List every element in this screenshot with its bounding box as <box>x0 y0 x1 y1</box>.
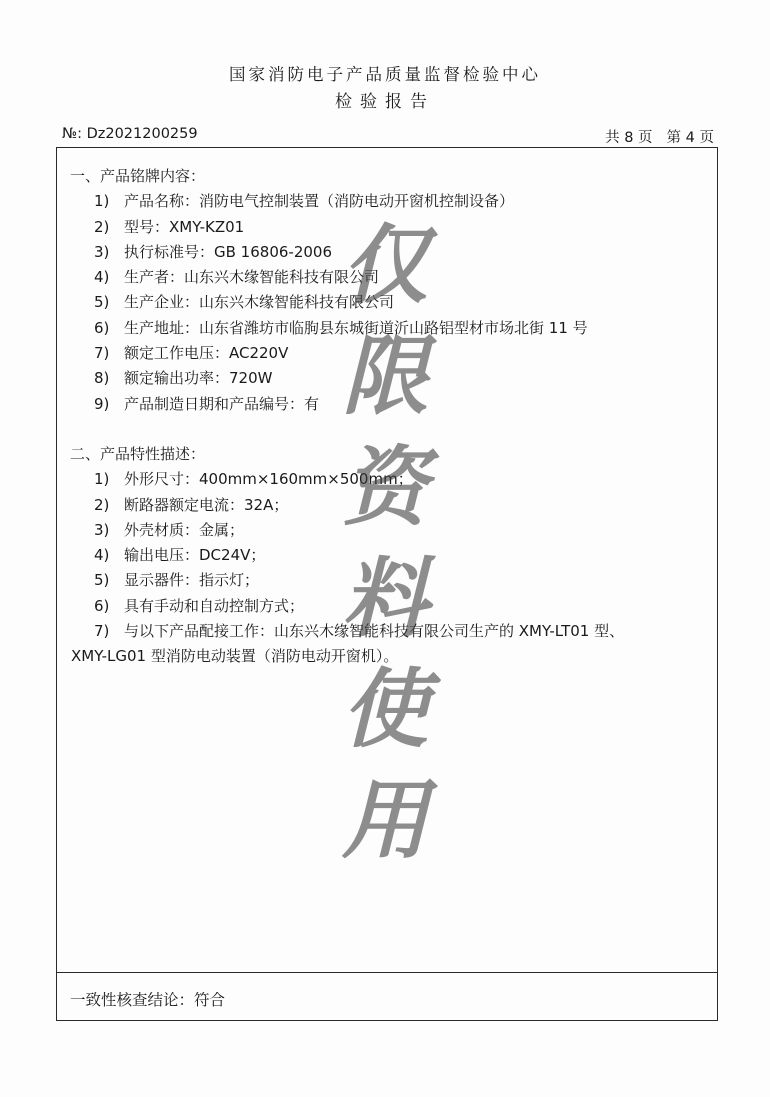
characteristic-item <box>70 467 710 492</box>
item-text: 断路器额定电流：32A； <box>124 495 289 514</box>
item-number: 1) <box>94 192 110 211</box>
item-text: 额定工作电压：AC220V <box>124 344 289 363</box>
nameplate-item <box>70 265 710 290</box>
characteristic-item <box>70 619 710 670</box>
item-number: 3) <box>94 520 110 539</box>
item-text: 执行标准号：GB 16806-2006 <box>124 242 332 261</box>
nameplate-item <box>70 215 710 240</box>
total-pages: 共 8 页 <box>605 130 653 146</box>
watermark-char: 资 <box>342 437 428 538</box>
current-page: 第 4 页 <box>666 130 714 146</box>
nameplate-item <box>70 240 710 265</box>
nameplate-item <box>70 290 710 315</box>
characteristic-item <box>70 493 710 518</box>
item-text: 生产地址：山东省潍坊市临朐县东城街道沂山路铝型材市场北街 11 号 <box>124 318 588 337</box>
document-title: 检验报告 <box>335 92 435 112</box>
characteristic-item <box>70 568 710 593</box>
item-number: 3) <box>94 242 110 261</box>
item-number: 2) <box>94 217 110 236</box>
item-text: 额定输出功率：720W <box>124 369 273 388</box>
item-text: 具有手动和自动控制方式； <box>124 596 305 615</box>
characteristics-heading: 二、产品特性描述： <box>70 444 206 463</box>
item-text: 显示器件：指示灯； <box>124 571 260 590</box>
report-content <box>70 164 710 670</box>
item-text: 输出电压：DC24V； <box>124 546 266 565</box>
watermark-char: 料 <box>342 548 428 649</box>
item-text: 外形尺寸：400mm×160mm×500mm； <box>124 470 413 489</box>
item-number: 1) <box>94 470 110 489</box>
item-number: 8) <box>94 369 110 388</box>
watermark-char: 使 <box>342 659 428 760</box>
watermark-char: 仅 <box>342 215 428 316</box>
nameplate-item <box>70 316 710 341</box>
nameplate-item <box>70 366 710 391</box>
item-text: 产品名称：消防电气控制装置（消防电动开窗机控制设备） <box>124 192 515 211</box>
item-number: 5) <box>94 293 110 312</box>
item-number: 9) <box>94 394 110 413</box>
nameplate-item <box>70 341 710 366</box>
item-number: 7) <box>94 622 110 641</box>
item-text: 产品制造日期和产品编号：有 <box>124 394 320 413</box>
item-text: 生产者：山东兴木缘智能科技有限公司 <box>124 268 380 287</box>
item-text: 外壳材质：金属； <box>124 520 245 539</box>
report-number: №: Dz2021200259 <box>62 126 198 142</box>
section-gap <box>70 417 710 442</box>
organization-title: 国家消防电子产品质量监督检验中心 <box>229 65 541 84</box>
item-text: 生产企业：山东兴木缘智能科技有限公司 <box>124 293 395 312</box>
characteristic-item <box>70 543 710 568</box>
watermark-char: 用 <box>342 770 428 871</box>
nameplate-item <box>70 189 710 214</box>
item-text: 型号：XMY-KZ01 <box>124 217 245 236</box>
characteristic-item <box>70 518 710 543</box>
item-number: 4) <box>94 268 110 287</box>
item-text-continuation: XMY-LG01 型消防电动装置（消防电动开窗机）。 <box>71 647 399 666</box>
item-number: 6) <box>94 596 110 615</box>
item-number: 6) <box>94 318 110 337</box>
characteristic-item <box>70 594 710 619</box>
item-number: 5) <box>94 571 110 590</box>
conformity-conclusion: 一致性核查结论：符合 <box>70 991 226 1009</box>
item-number: 2) <box>94 495 110 514</box>
nameplate-item <box>70 392 710 417</box>
watermark-char: 限 <box>342 326 428 427</box>
item-number: 4) <box>94 546 110 565</box>
item-number: 7) <box>94 344 110 363</box>
page-info <box>605 126 714 147</box>
nameplate-heading: 一、产品铭牌内容： <box>70 167 206 185</box>
conclusion-divider <box>57 972 717 973</box>
item-text: 与以下产品配接工作：山东兴木缘智能科技有限公司生产的 XMY-LT01 型、 <box>124 622 625 641</box>
